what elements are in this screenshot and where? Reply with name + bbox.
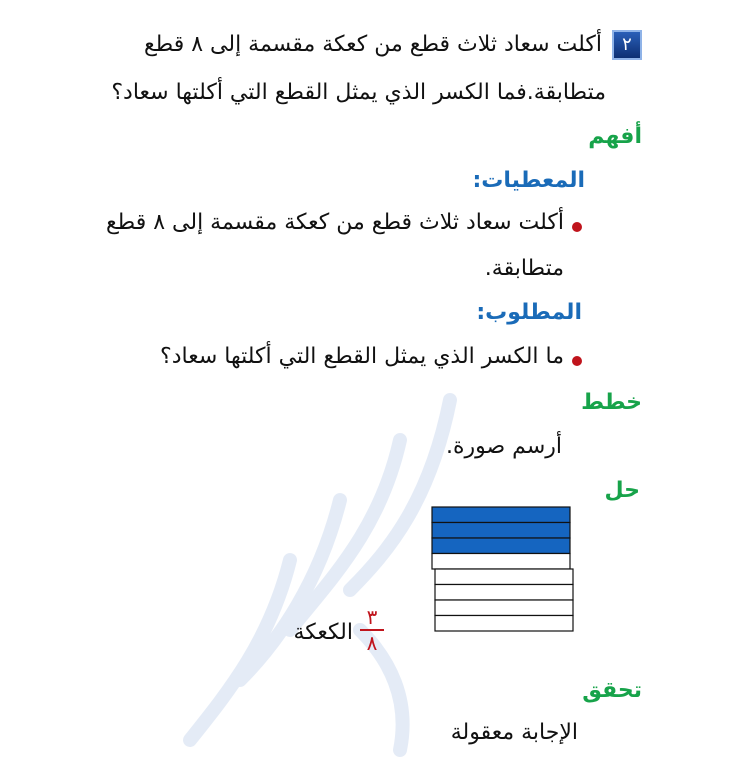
check-heading: تحقق <box>582 678 642 703</box>
problem-text-line1: أكلت سعاد ثلاث قطع من كعكة مقسمة إلى ٨ قطع <box>143 32 602 57</box>
fraction <box>360 606 384 654</box>
plan-heading: خطط <box>581 390 642 415</box>
cake-piece <box>435 569 573 585</box>
plan-text: أرسم صورة. <box>446 434 562 459</box>
check-text: الإجابة معقولة <box>450 720 578 745</box>
cake-piece <box>435 616 573 632</box>
solve-heading: حل <box>604 478 640 503</box>
cake-diagram <box>430 505 576 633</box>
cake-piece-shaded <box>432 538 570 554</box>
cake-piece-shaded <box>432 523 570 539</box>
required-text: ما الكسر الذي يمثل القطع التي أكلتها سعاد؟ <box>160 344 564 369</box>
fraction-denominator: ٨ <box>366 631 378 655</box>
fraction-label: الكعكة <box>293 620 353 645</box>
givens-heading: المعطيات: <box>472 168 585 193</box>
problem-text-line2: متطابقة.فما الكسر الذي يمثل القطع التي أكلتها سعاد؟ <box>111 80 606 105</box>
understand-heading: أفهم <box>588 124 642 149</box>
cake-piece <box>432 554 570 570</box>
bullet-dot <box>572 222 582 232</box>
cake-piece <box>435 600 573 616</box>
cake-piece-shaded <box>432 507 570 523</box>
given-text-line2: متطابقة. <box>484 256 564 281</box>
given-text-line1: أكلت سعاد ثلاث قطع من كعكة مقسمة إلى ٨ قطع <box>105 210 564 235</box>
problem-number-badge: ٢ <box>612 30 642 60</box>
required-heading: المطلوب: <box>476 300 582 325</box>
fraction-numerator: ٣ <box>366 605 378 629</box>
cake-piece <box>435 585 573 601</box>
bullet-dot <box>572 356 582 366</box>
